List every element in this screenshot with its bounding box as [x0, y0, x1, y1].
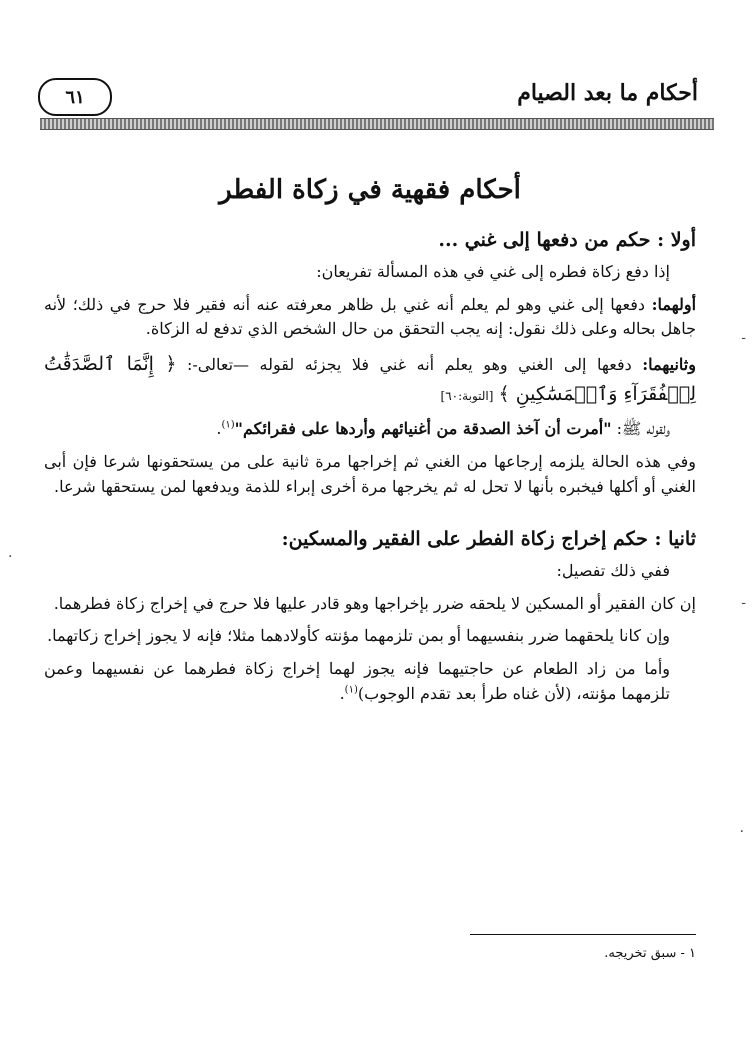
page-number-badge [38, 78, 112, 116]
footnote-ref-1: (١) [221, 419, 235, 431]
margin-mark: . [8, 545, 13, 561]
margin-mark: - [741, 330, 746, 346]
section-2-paragraph-2: وإن كانا يلحقهما ضرر بنفسيهما أو بمن تلزمهما مؤنته كأولادهما مثلا؛ فإنه لا يجوز إخراج زكاتهما. [47, 626, 670, 646]
hadith-paragraph: ولقوله ﷺ: "أمرت أن آخذ الصدقة من أغنيائهم وأردها على فقرائكم"$^{(١)}$. [216, 419, 670, 438]
section-2-paragraph-3: وأما من زاد الطعام عن حاجتيهما فإنه يجوز لهما إخراج زكاة فطرهما عن نفسيهما وعمن تلزمهما مؤنته، (لأن غناه طرأ بعد تقدم الوجوب)$^{(١)}$. [44, 659, 670, 704]
hadith-intro: ولقوله ﷺ: [616, 419, 670, 438]
section-2-heading: ثانيا : حكم إخراج زكاة الفطر على الفقير والمسكين: [281, 528, 696, 551]
section-1-second-case [44, 350, 696, 409]
main-title: أحكام فقهية في زكاة الفطر [219, 175, 521, 205]
quran-reference: [التوبة:٦٠] [440, 388, 494, 403]
section-1-heading: أولا : حكم من دفعها إلى غني ... [438, 229, 696, 252]
section-1-intro: إذا دفع زكاة فطره إلى غني في هذه المسألة تفريعان: [316, 261, 670, 281]
footnote-ref-2: (١) [344, 684, 358, 696]
hadith-text: "أمرت أن آخذ الصدقة من أغنيائهم وأردها على فقرائكم" [234, 419, 612, 438]
quran-verse: ﴿ إِنَّمَا ٱلصَّدَقَٰتُ لِلۡفُقَرَآءِ وَٱلۡمَسَٰكِينِ ﴾ [44, 353, 696, 405]
footnote-separator [470, 934, 696, 935]
page-number: ٦١ [65, 86, 85, 108]
running-header-title: أحكام ما بعد الصيام [517, 80, 698, 106]
page-body [44, 170, 696, 715]
header-rule [40, 118, 714, 130]
paragraph-3-text: وأما من زاد الطعام عن حاجتيهما فإنه يجوز لهما إخراج زكاة فطرهما عن نفسيهما وعمن تلزمهما مؤنته، (لأن غناه طرأ بعد تقدم الوجوب) [44, 659, 670, 704]
first-case-label: أولهما: [651, 294, 697, 314]
first-case-text: دفعها إلى غني وهو لم يعلم أنه غني بل ظاهر معرفته عنه أنه فقير فلا حرج في ذلك؛ لأنه جاهل بحاله وعلى ذلك نقول: إنه يجب التحقق من حال الشخص الذي تدفع له الزكاة. [44, 294, 696, 339]
section-1-first-case [44, 293, 696, 343]
second-case-text: دفعها إلى الغني وهو يعلم أنه غني فلا يجزئه لقوله —تعالى-: [187, 355, 632, 375]
section-2-intro: ففي ذلك تفصيل: [556, 560, 670, 580]
margin-mark: . [739, 820, 744, 836]
footnote: ١ - سبق تخريجه. [604, 946, 696, 961]
section-1-ruling: وفي هذه الحالة يلزمه إرجاعها من الغني ثم إخراجها مرة ثانية على من يستحقونها شرعا فإن أبى الغني أو أكلها فيخبره بأنها لا تحل له ثم يخرجها مرة أخرى إبراء للذمة ويدفعها لمن يستحقها شرعا. [44, 451, 696, 496]
margin-mark: - [741, 595, 746, 611]
second-case-label: وثانيهما: [642, 355, 696, 375]
section-2-paragraph-1: إن كان الفقير أو المسكين لا يلحقه ضرر بإخراجها وهو قادر عليها فلا حرج في إخراج زكاة فطرهما. [53, 593, 696, 613]
